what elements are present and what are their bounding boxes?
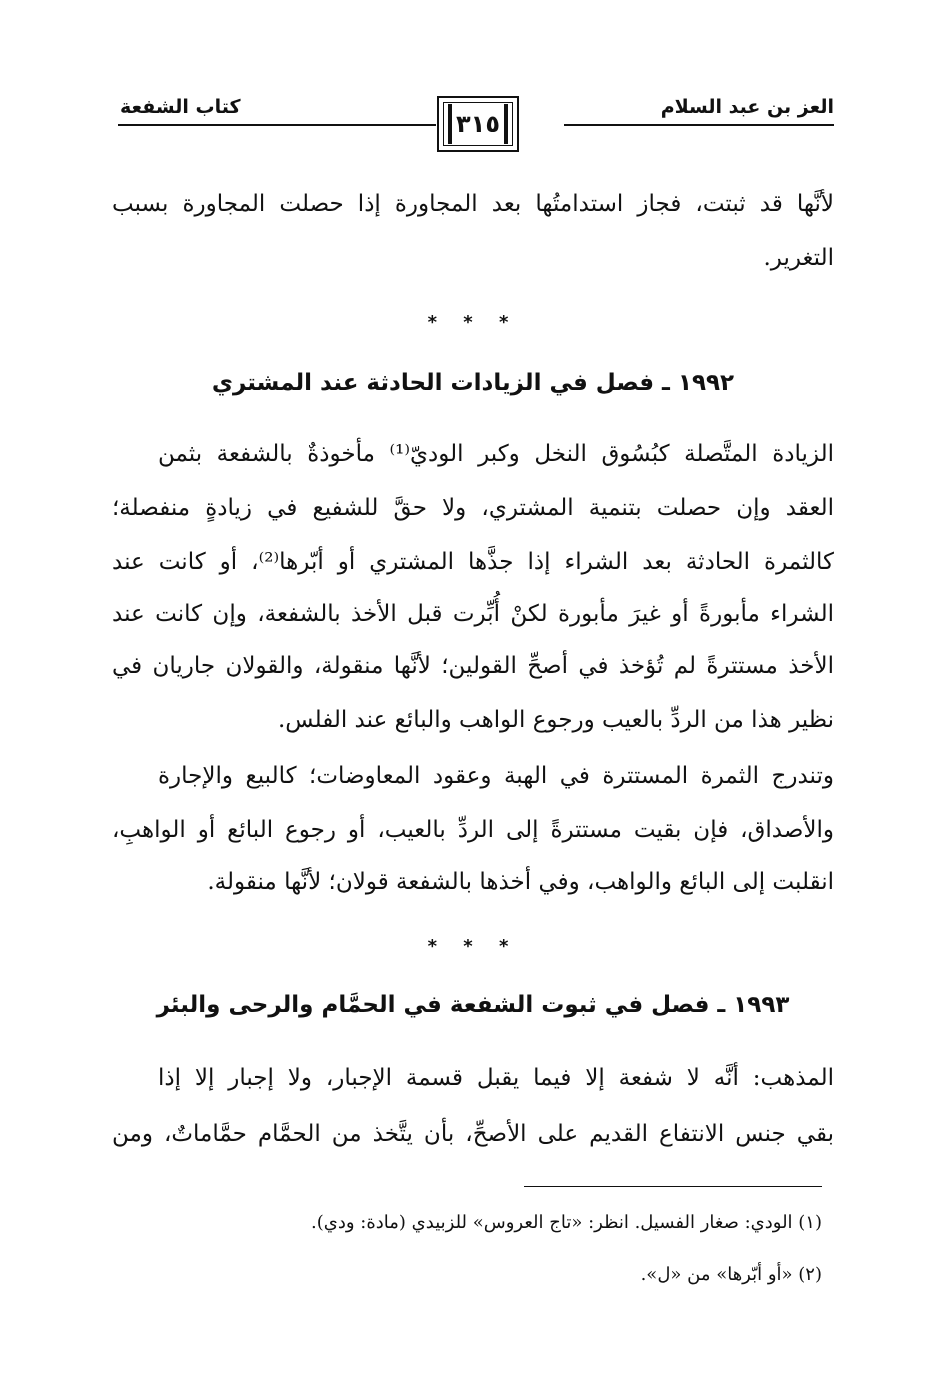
paragraph-line: والأصداق، فإن بقيت مستترةً إلى الردِّ بالعيب، أو رجوع البائع أو الواهبِ، [112, 817, 834, 843]
paragraph-line: المذهب: أنَّه لا شفعة إلا فيما يقبل قسمة الإجبار، ولا إجبار إلا إذا [158, 1065, 834, 1091]
paragraph-line: الشراء مأبورةً أو غيرَ مأبورة لكنْ أُبِّرت قبل الأخذ بالشفعة، وإن كانت عند [112, 601, 834, 627]
section-separator: * * * [427, 936, 519, 957]
paragraph-line: الأخذ مستترةً لم تُؤخذ في أصحِّ القولين؛ لأنَّها منقولة، والقولان جاريان في [112, 653, 834, 679]
header-rule-left [118, 124, 436, 126]
body-line: التغرير. [763, 245, 834, 271]
paragraph-line: بقي جنس الانتفاع القديم على الأصحِّ، بأن يتَّخذ من الحمَّام حمَّاماتٌ، ومن [112, 1121, 834, 1147]
footnote-1: (١) الودي: صغار الفسيل. انظر: «تاج العروس» للزبيدي (مادة: ودي). [311, 1212, 822, 1233]
frame-ornament-right [504, 104, 508, 144]
paragraph-line: الزيادة المتَّصلة كبُسُوق النخل وكبر الوديّ⁽¹⁾ مأخوذةٌ بالشفعة بثمن [158, 441, 834, 467]
header-rule-right [564, 124, 834, 126]
paragraph-line: نظير هذا من الردِّ بالعيب ورجوع الواهب والبائع عند الفلس. [277, 707, 834, 733]
frame-ornament-left [448, 104, 452, 144]
footnote-2: (٢) «أو أبّرها» من «ل». [640, 1264, 822, 1285]
page-number: ٣١٥ [456, 110, 500, 138]
body-line: لأنَّها قد ثبتت، فجاز استدامتُها بعد المجاورة إذا حصلت المجاورة بسبب [112, 191, 834, 217]
footnote-rule [524, 1186, 822, 1187]
page-number-frame [437, 96, 519, 152]
paragraph-line: كالثمرة الحادثة بعد الشراء إذا جذَّها المشتري أو أبّرها⁽²⁾، أو كانت عند [112, 549, 835, 575]
section-heading: ١٩٩٢ ـ فصل في الزيادات الحادثة عند المشتري [211, 370, 735, 396]
running-header-author: العز بن عبد السلام [660, 96, 834, 118]
paragraph-line: وتندرج الثمرة المستترة في الهبة وعقود المعاوضات؛ كالبيع والإجارة [158, 763, 834, 789]
section-separator: * * * [427, 312, 519, 333]
section-heading: ١٩٩٣ ـ فصل في ثبوت الشفعة في الحمَّام والرحى والبئر [156, 992, 790, 1018]
running-header-section: كتاب الشفعة [120, 96, 241, 118]
paragraph-line: انقلبت إلى البائع والواهب، وفي أخذها بالشفعة قولان؛ لأنَّها منقولة. [207, 869, 834, 895]
paragraph-line: العقد وإن حصلت بتنمية المشتري، ولا حقَّ للشفيع في زيادةٍ منفصلة؛ [112, 495, 834, 521]
